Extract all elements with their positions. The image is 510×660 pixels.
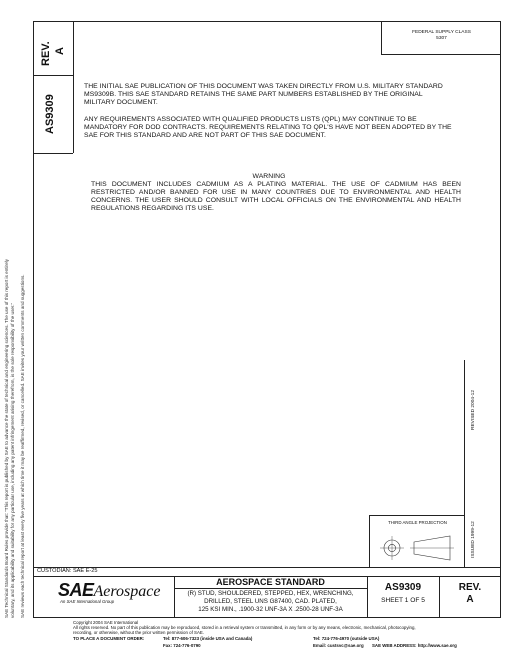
fax: Fax: 724-776-0790	[163, 643, 201, 648]
side-rev-label: REV.	[40, 41, 52, 66]
copyright: Copyright 2004 SAE International	[73, 620, 139, 625]
issued-date: ISSUED 1999-12	[471, 521, 476, 558]
title-rev-label: REV.	[458, 582, 482, 593]
supply-class-box	[381, 21, 501, 55]
revised-date: REVISED 2004-12	[471, 390, 476, 430]
disclaimer-line-1: SAE Technical Standards Board Rules provide that: "This report is published by SAE to advance the state of technical and engineering sciences. The use of this report is entirely	[4, 259, 9, 618]
description-line-3: 125 KSI MIN., .1900-32 UNF-3A X .2500-28 UNF-3A	[198, 606, 343, 613]
email[interactable]: Email: custsvc@sae.org	[313, 643, 364, 648]
intro-paragraph: THE INITIAL SAE PUBLICATION OF THIS DOCUMENT WAS TAKEN DIRECTLY FROM U.S. MILITARY STANDARD MS9309B. THIS SAE STANDARD RETAINS THE SAME PART NUMBERS ESTABLISHED BY THE ORIGINAL MILITARY DOCUMENT.	[84, 83, 443, 106]
custodian: CUSTODIAN: SAE E-25	[37, 568, 98, 574]
order-label: TO PLACE A DOCUMENT ORDER:	[73, 636, 145, 641]
supply-class-value: 5307	[436, 36, 447, 41]
qpl-paragraph: ANY REQUIREMENTS ASSOCIATED WITH QUALIFIED PRODUCTS LISTS (QPL) MAY CONTINUE TO BE MANDATORY FOR DOD CONTRACTS. REQUIREMENTS RELATING TO QPL'S HAVE NOT BEEN ADOPTED BY THE SAE FOR THIS STANDARD AND ARE NOT PART OF THIS SAE DOCUMENT.	[84, 116, 452, 139]
supply-class-label: FEDERAL SUPPLY CLASS	[412, 30, 471, 35]
logo-tagline: An SAE International Group	[60, 599, 115, 604]
side-rev-value: A	[54, 47, 66, 55]
disclaimer-line-2: voluntary, and its applicability and suitability for any particular use, including any patent infringement arising therefrom, is the sole responsibility of the user."	[10, 302, 15, 618]
tel-outside: Tel: 724-776-4970 (outside USA)	[313, 636, 380, 641]
rev-box-divider	[33, 75, 73, 76]
left-column-divider	[73, 21, 74, 153]
standard-title-underline	[174, 588, 367, 589]
web-address[interactable]: SAE WEB ADDRESS: http://www.sae.org	[372, 643, 457, 648]
left-column-bottom	[33, 153, 73, 154]
disclaimer-line-3: SAE reviews each technical report at least every five years at which time it may be reaffirmed, revised, or cancelled. SAE invites your written comments and suggestions.	[20, 274, 25, 618]
description-line-2: DRILLED, STEEL UNS G87400, CAD. PLATED,	[204, 598, 337, 605]
tel-us: Tel: 877-606-7323 (inside USA and Canada)	[163, 636, 253, 641]
warning-title: WARNING	[252, 173, 286, 180]
standard-title: AEROSPACE STANDARD	[216, 577, 325, 587]
projection-label: THIRD ANGLE PROJECTION	[388, 520, 447, 525]
warning-text: THIS DOCUMENT INCLUDES CADMIUM AS A PLATING MATERIAL. THE USE OF CADMIUM HAS BEEN RESTRICTED AND/OR BANNED FOR USE IN MANY COUNTRIES DUE TO ENVIRONMENTAL AND HEALTH CONCERNS. THE USER SHOULD CONSULT WITH LOCAL OFFICIALS ON THE ENVIRONMENTAL AND HEALTH REGULATIONS REGARDING ITS USE.	[91, 181, 461, 212]
projection-box	[369, 515, 465, 568]
logo-aerospace: Aerospace	[93, 583, 161, 600]
rights-line-1: All rights reserved. No part of this publication may be reproduced, stored in a retrieval system or transmitted, in any form or by any means, electronic, mechanical, photocopying,	[73, 625, 416, 630]
description-line-1: (R) STUD, SHOULDERED, STEPPED, HEX, WRENCHING,	[187, 590, 354, 597]
projection-symbol	[370, 528, 466, 568]
sheet-number: SHEET 1 OF 5	[381, 597, 425, 604]
title-block-top	[33, 567, 501, 568]
title-doc-number: AS9309	[384, 582, 422, 593]
side-doc-number: AS9309	[44, 94, 56, 134]
logo-sae: SAE	[58, 580, 94, 600]
sae-aerospace-logo	[58, 580, 174, 604]
rights-line-2: recording, or otherwise, without the prior written permission of SAE.	[73, 630, 205, 635]
title-rev-value: A	[466, 594, 474, 605]
